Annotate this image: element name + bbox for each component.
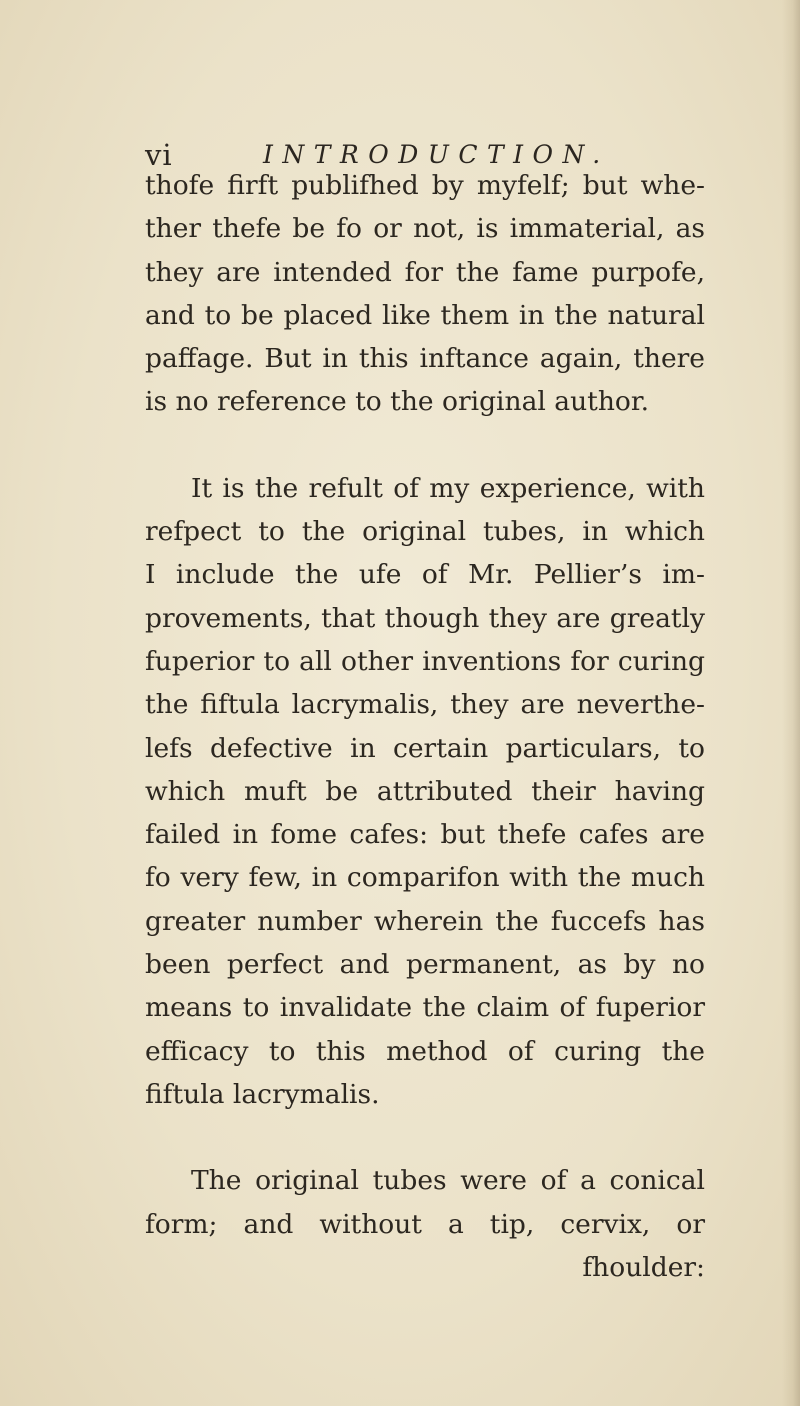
text-line: lefs defective in certain particulars, to bbox=[145, 732, 705, 764]
text-line: I include the ufe of Mr. Pellier’s im- bbox=[145, 559, 705, 591]
text-line: form; and without a tip, cervix, or bbox=[145, 1208, 705, 1240]
text-line: been perfect and permanent, as by no bbox=[145, 949, 705, 981]
text-line: and to be placed like them in the natural bbox=[145, 299, 705, 331]
text-line: paffage. But in this inftance again, there bbox=[145, 343, 705, 375]
text-line: is no reference to the original author. bbox=[145, 386, 650, 418]
text-line: ther thefe be fo or not, is immaterial, as bbox=[145, 213, 705, 245]
text-line: fiftula lacrymalis. bbox=[145, 1078, 380, 1110]
text-line: refpect to the original tubes, in which bbox=[145, 516, 705, 548]
paragraph-gap bbox=[145, 1116, 705, 1159]
page-number: vi bbox=[145, 138, 173, 172]
text-line: It is the refult of my experience, with bbox=[191, 472, 705, 504]
page-edge-shadow bbox=[782, 0, 800, 1406]
paragraph-1 bbox=[145, 164, 705, 424]
text-line: thofe firft publifhed by myfelf; but whe- bbox=[145, 170, 705, 201]
text-line: fhoulder: bbox=[582, 1251, 705, 1283]
text-line: the fiftula lacrymalis, they are neverthe- bbox=[145, 689, 705, 721]
text-line: failed in fome cafes: but thefe cafes are bbox=[145, 819, 705, 851]
paragraph-gap bbox=[145, 424, 705, 467]
text-line: they are intended for the fame purpofe, bbox=[145, 256, 705, 288]
paragraph-2 bbox=[145, 467, 705, 1116]
text-line: The original tubes were of a conical bbox=[191, 1165, 705, 1197]
text-line: which muft be attributed their having bbox=[145, 775, 705, 807]
running-head: INTRODUCTION. bbox=[263, 140, 610, 169]
text-line: efficacy to this method of curing the bbox=[145, 1035, 705, 1067]
text-line: provements, that though they are greatly bbox=[145, 602, 705, 634]
text-line: greater number wherein the fuccefs has bbox=[145, 905, 705, 937]
text-line: fo very few, in comparifon with the much bbox=[145, 862, 705, 894]
paragraph-3 bbox=[145, 1159, 705, 1289]
text-line: fuperior to all other inventions for curing bbox=[145, 645, 705, 677]
text-line: means to invalidate the claim of fuperior bbox=[145, 992, 705, 1024]
body-text bbox=[145, 164, 705, 1289]
